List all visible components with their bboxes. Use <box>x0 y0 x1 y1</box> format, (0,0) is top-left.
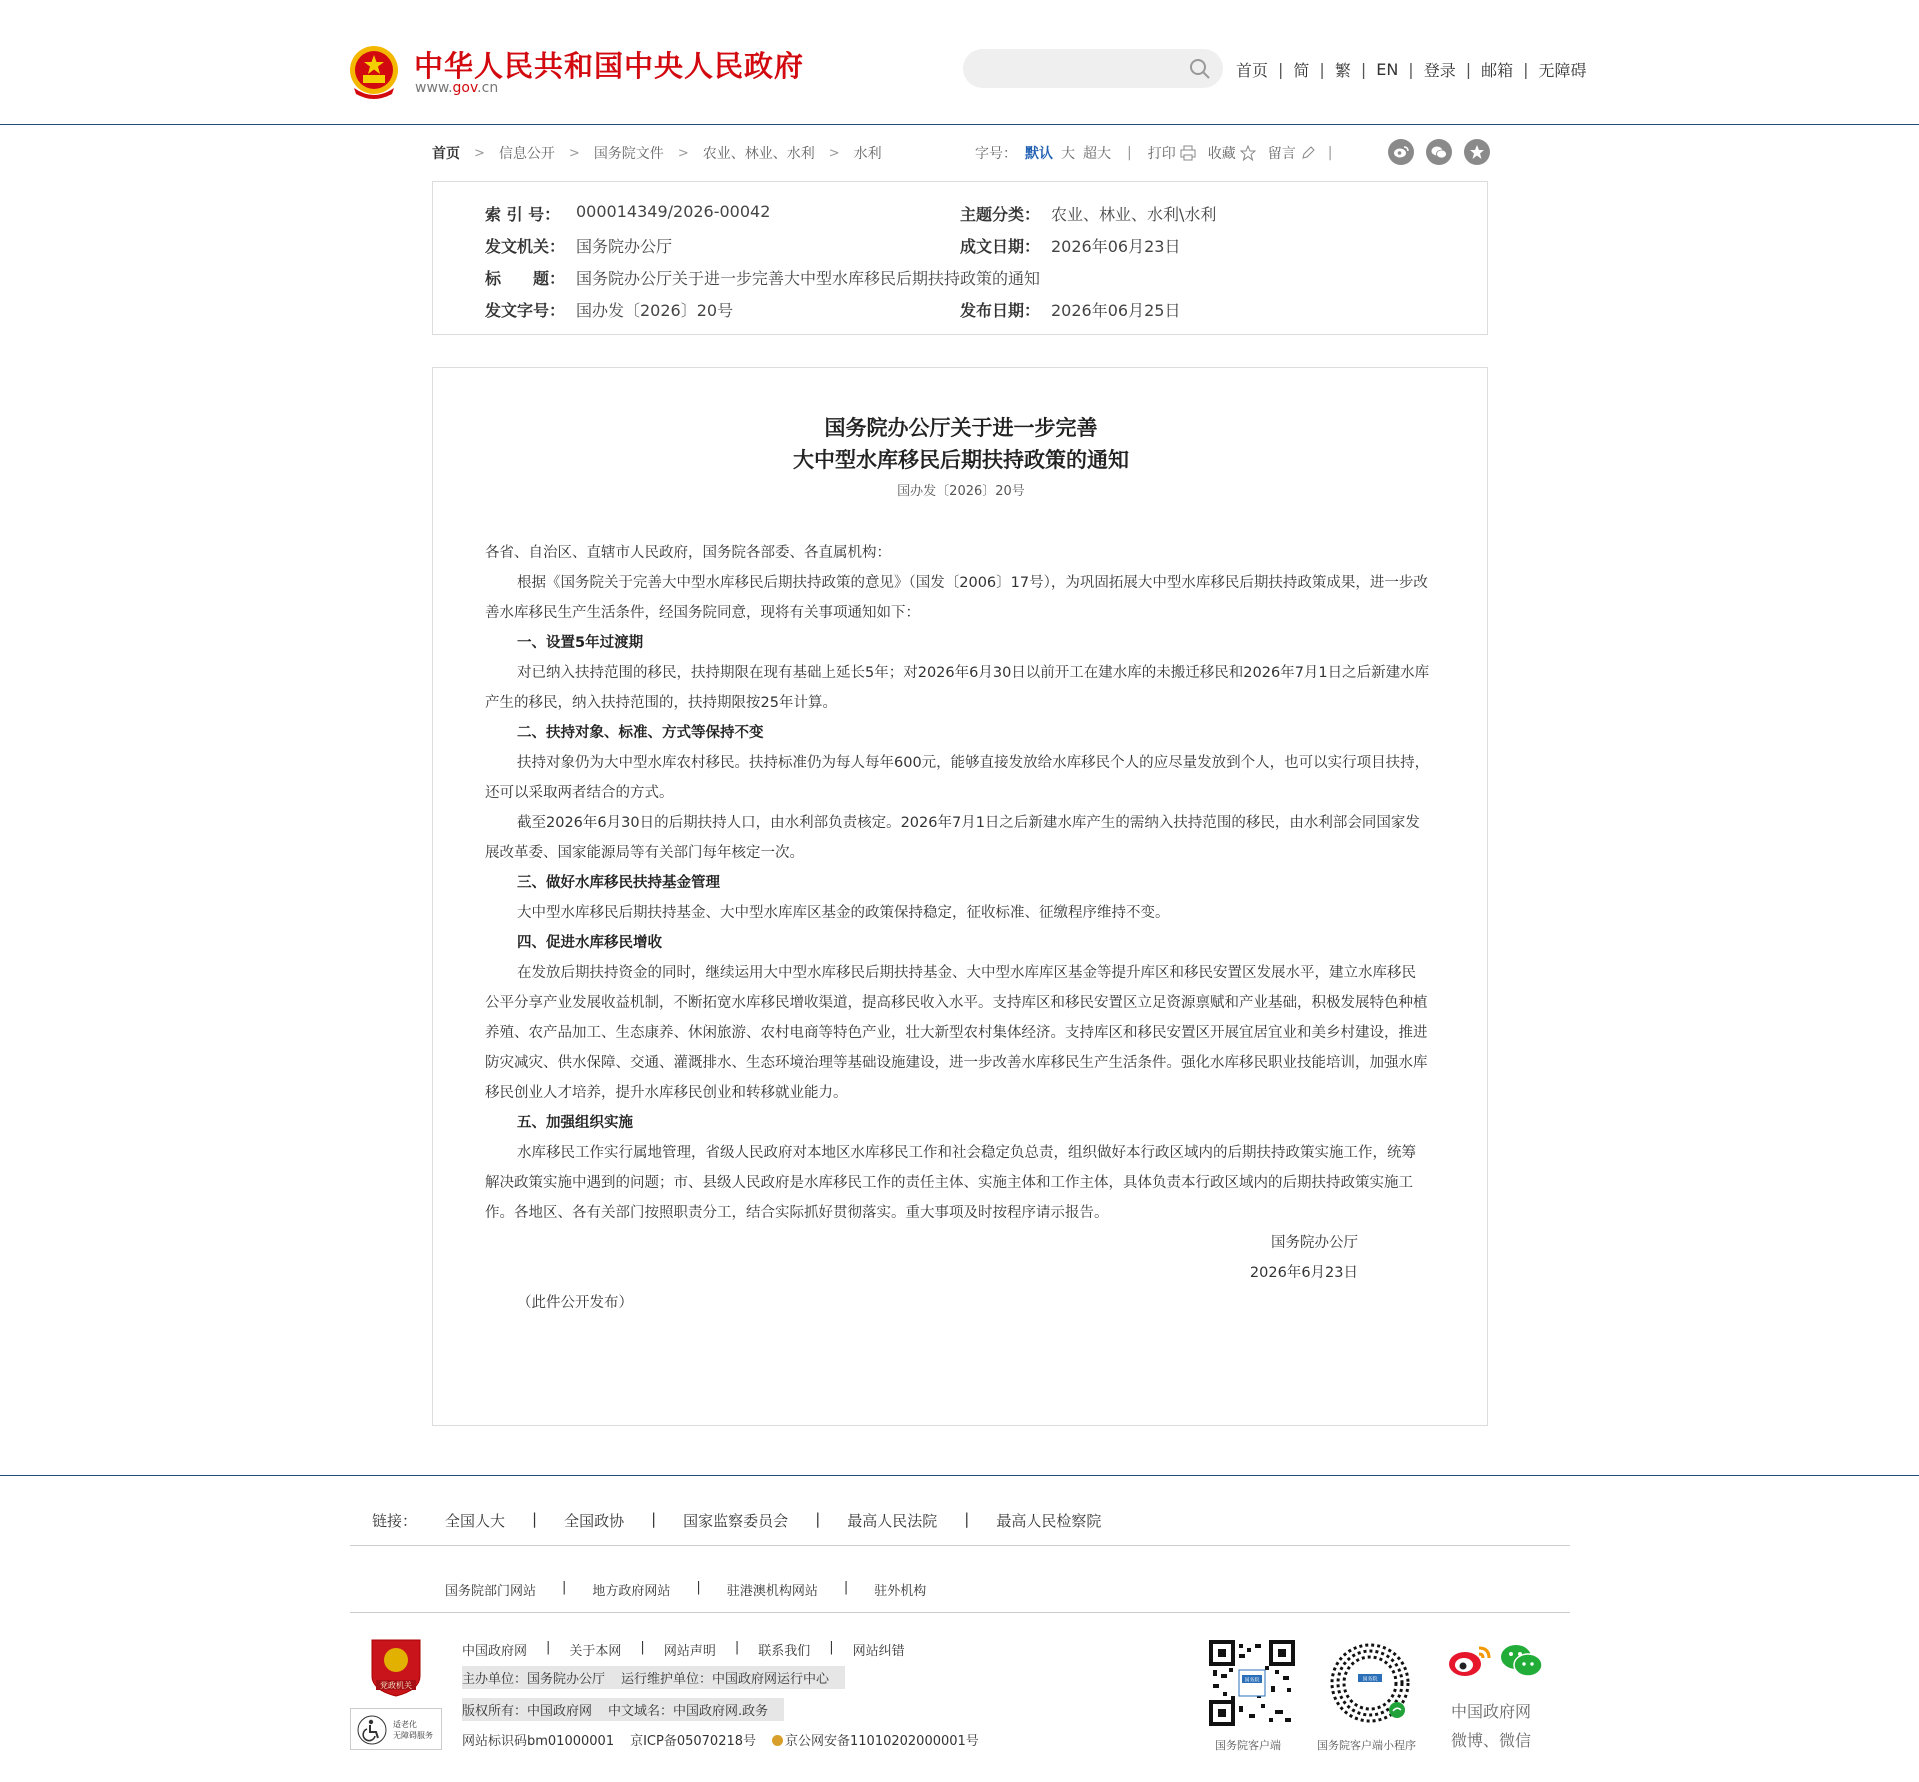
paragraph: 根据《国务院关于完善大中型水库移民后期扶持政策的意见》（国发〔2006〕17号），为巩固拓展大中型水库移民后期扶持政策成果，进一步改善水库移民生产生活条件，经国务院同意，现将有关事项通知如下： <box>485 575 1428 621</box>
section-heading: 四、促进水库移民增收 <box>517 935 662 951</box>
star-icon[interactable] <box>1240 145 1256 161</box>
link-npc[interactable]: 全国人大 <box>445 1512 506 1530</box>
link-about[interactable]: 关于本网 <box>569 1644 622 1659</box>
party-gov-badge-icon[interactable] <box>368 1636 424 1698</box>
paragraph: 对已纳入扶持范围的移民，扶持期限在现有基础上延长5年；对2026年6月30日以前开工在建水库的未搬迁移民和2026年7月1日之后新建水库产生的移民，纳入扶持范围的，扶持期限按25年计算。 <box>485 665 1430 711</box>
registration-info: 网站标识码bm01000001 京ICP备05070218号 京公网安备11010202000001号 <box>462 1734 979 1749</box>
national-emblem-icon[interactable] <box>348 44 400 100</box>
nav-login[interactable]: 登录 <box>1423 61 1456 80</box>
qr-code-app <box>1209 1640 1295 1726</box>
accessibility-badge[interactable]: 适老化 无障碍服务 <box>350 1708 442 1750</box>
link-overseas[interactable]: 驻外机构 <box>874 1584 927 1599</box>
doc-no-label: 发文字号： <box>485 301 566 320</box>
breadcrumb-info-open[interactable]: 信息公开 <box>498 146 555 162</box>
comment-button[interactable]: 留言 <box>1267 146 1296 162</box>
breadcrumb-agriculture[interactable]: 农业、林业、水利 <box>702 146 815 162</box>
social-caption-2: 微博、微信 <box>1451 1731 1532 1750</box>
chevron-right-icon: > <box>677 145 689 161</box>
signature-org: 国务院办公厅 <box>1271 1235 1358 1251</box>
article-toolbar: 字号： 默认 大 超大 | 打印 收藏 留言 | <box>975 145 1333 162</box>
publish-date-value: 2026年06月25日 <box>1051 301 1181 320</box>
footer-site-links: 国务院部门网站 | 地方政府网站 | 驻港澳机构网站 | 驻外机构 <box>445 1580 927 1599</box>
favorite-button[interactable]: 收藏 <box>1207 146 1236 162</box>
qr-caption-miniprogram: 国务院客户端小程序 <box>1317 1739 1416 1752</box>
nav-traditional[interactable]: 繁 <box>1334 61 1351 80</box>
link-contact[interactable]: 联系我们 <box>758 1644 811 1659</box>
paragraph: 截至2026年6月30日的后期扶持人口，由水利部负责核定。2026年7月1日之后新建水库产生的需纳入扶持范围的移民，由水利部会同国家发展改革委、国家能源局等有关部门每年核定一次。 <box>485 815 1420 861</box>
divider <box>350 1612 1570 1613</box>
link-cppcc[interactable]: 全国政协 <box>564 1512 625 1530</box>
qr-code-miniprogram <box>1327 1640 1413 1726</box>
link-statement[interactable]: 网站声明 <box>663 1644 716 1659</box>
link-gov-site[interactable]: 中国政府网 <box>462 1644 528 1659</box>
section-heading: 三、做好水库移民扶持基金管理 <box>517 875 720 891</box>
nav-mail[interactable]: 邮箱 <box>1481 61 1514 80</box>
wechat-icon[interactable] <box>1500 1642 1544 1678</box>
section-heading: 一、设置5年过渡期 <box>517 635 644 651</box>
copyright-info: 版权所有：中国政府网 中文域名：中国政府网.政务 <box>462 1698 784 1721</box>
divider <box>350 1545 1570 1546</box>
favorite-share-icon[interactable] <box>1464 139 1490 165</box>
qr-caption-app: 国务院客户端 <box>1215 1739 1281 1752</box>
wechat-share-icon[interactable] <box>1426 139 1452 165</box>
weibo-share-icon[interactable] <box>1388 139 1414 165</box>
paragraph: 扶持对象仍为大中型水库农村移民。扶持标准仍为每人每年600元，能够直接发放给水库移民个人的应尽量发放到个人，也可以实行项目扶持，还可以采取两者结合的方式。 <box>485 755 1430 801</box>
link-ncs[interactable]: 国家监察委员会 <box>683 1512 789 1530</box>
breadcrumb-water[interactable]: 水利 <box>853 146 882 162</box>
breadcrumb <box>432 143 882 163</box>
paragraph: 水库移民工作实行属地管理，省级人民政府对本地区水库移民工作和社会稳定负总责，组织做好本行政区域内的后期扶持政策实施工作，统筹解决政策实施中遇到的问题；市、县级人民政府是水库移民工作的责任主体、实施主体和工作主体，具体负责本行政区域内的后期扶持政策实施工作。各地区、各有关部门按照职责分工，结合实际抓好贯彻落实。重大事项及时按程序请示报告。 <box>485 1145 1416 1221</box>
wheelchair-icon <box>357 1715 387 1745</box>
font-size-xlarge[interactable]: 超大 <box>1083 146 1111 162</box>
nav-accessibility[interactable]: 无障碍 <box>1538 61 1587 80</box>
font-size-large[interactable]: 大 <box>1061 146 1075 162</box>
issuer-value: 国务院办公厅 <box>576 237 673 256</box>
article-title-line1: 国务院办公厅关于进一步完善 <box>824 416 1098 440</box>
search-input[interactable] <box>963 49 1223 88</box>
signature-date: 2026年6月23日 <box>1249 1265 1358 1281</box>
weibo-icon[interactable] <box>1447 1642 1491 1678</box>
doc-no-value: 国办发〔2026〕20号 <box>576 301 734 320</box>
search-icon[interactable] <box>1189 58 1211 80</box>
salutation: 各省、自治区、直辖市人民政府，国务院各部委、各直属机构： <box>485 545 891 561</box>
written-date-value: 2026年06月23日 <box>1051 237 1181 256</box>
site-header <box>0 0 1919 125</box>
footer-links: 链接： 全国人大 | 全国政协 | 国家监察委员会 | 最高人民法院 | 最高人民检察院 <box>372 1510 1102 1530</box>
topic-value: 农业、林业、水利\水利 <box>1051 205 1217 224</box>
topic-label: 主题分类： <box>960 205 1041 224</box>
written-date-label: 成文日期： <box>960 237 1041 256</box>
index-no-label: 索 引 号： <box>485 205 561 224</box>
index-no-value: 000014349/2026-00042 <box>576 202 771 221</box>
site-title[interactable]: 中华人民共和国中央人民政府 <box>414 49 805 83</box>
section-heading: 二、扶持对象、标准、方式等保持不变 <box>517 725 764 741</box>
police-link[interactable]: 京公网安备11010202000001号 <box>785 1734 979 1749</box>
nav-home[interactable]: 首页 <box>1236 61 1269 80</box>
link-local-gov[interactable]: 地方政府网站 <box>592 1584 671 1599</box>
link-hk-macao[interactable]: 驻港澳机构网站 <box>726 1584 818 1599</box>
article-content <box>485 538 1430 1318</box>
title-value: 国务院办公厅关于进一步完善大中型水库移民后期扶持政策的通知 <box>576 269 1041 288</box>
font-size-default[interactable]: 默认 <box>1025 146 1053 162</box>
font-size-label: 字号： <box>975 146 1017 162</box>
footer-links-label: 链接： <box>372 1512 418 1530</box>
link-departments[interactable]: 国务院部门网站 <box>445 1584 537 1599</box>
publish-date-label: 发布日期： <box>960 301 1041 320</box>
chevron-right-icon: > <box>474 145 485 161</box>
icp-link[interactable]: 京ICP备05070218号 <box>630 1734 757 1749</box>
host-info: 主办单位：国务院办公厅 运行维护单位：中国政府网运行中心 <box>462 1666 845 1689</box>
social-caption-1: 中国政府网 <box>1451 1702 1532 1721</box>
publication-note: （此件公开发布） <box>517 1295 633 1311</box>
svg-text:国务院: 国务院 <box>1362 1676 1378 1683</box>
breadcrumb-state-council-docs[interactable]: 国务院文件 <box>593 146 664 162</box>
svg-text:党政机关: 党政机关 <box>380 1681 412 1690</box>
pencil-icon[interactable] <box>1300 145 1316 161</box>
print-button[interactable]: 打印 <box>1147 146 1176 162</box>
top-nav: 首页 | 简 | 繁 | EN | 登录 | 邮箱 | 无障碍 <box>1236 60 1587 80</box>
article-title-line2: 大中型水库移民后期扶持政策的通知 <box>793 448 1129 472</box>
chevron-right-icon: > <box>828 145 840 161</box>
svg-text:国务院: 国务院 <box>1244 1677 1260 1684</box>
breadcrumb-home[interactable]: 首页 <box>432 146 460 162</box>
section-heading: 五、加强组织实施 <box>517 1115 633 1131</box>
link-procuratorate[interactable]: 最高人民检察院 <box>996 1512 1102 1530</box>
paragraph: 大中型水库移民后期扶持基金、大中型水库库区基金的政策保持稳定，征收标准、征缴程序维持不变。 <box>517 905 1170 921</box>
footer-divider <box>0 1475 1919 1476</box>
issuer-label: 发文机关： <box>485 237 566 256</box>
link-court[interactable]: 最高人民法院 <box>847 1512 938 1530</box>
site-url: www.gov.cn <box>415 80 499 96</box>
article-body <box>432 367 1488 1426</box>
chevron-right-icon: > <box>568 145 580 161</box>
document-metadata <box>432 181 1488 335</box>
title-label: 标 题： <box>485 269 566 288</box>
link-report-error[interactable]: 网站纠错 <box>852 1644 905 1659</box>
police-icon <box>772 1735 783 1746</box>
footer-bottom-links: 中国政府网 | 关于本网 | 网站声明 | 联系我们 | 网站纠错 <box>462 1640 905 1659</box>
nav-english[interactable]: EN <box>1376 60 1399 79</box>
paragraph: 在发放后期扶持资金的同时，继续运用大中型水库移民后期扶持基金、大中型水库库区基金等提升库区和移民安置区发展水平，建立水库移民公平分享产业发展收益机制，不断拓宽水库移民增收渠道，提高移民收入水平。支持库区和移民安置区立足资源禀赋和产业基础，积极发展特色种植养殖、农产品加工、生态康养、休闲旅游、农村电商等特色产业，壮大新型农村集体经济。支持库区和移民安置区开展宜居宜业和美乡村建设，推进防灾减灾、供水保障、交通、灌溉排水、生态环境治理等基础设施建设，进一步改善水库移民生产生活条件。强化水库移民职业技能培训，加强水库移民创业人才培养，提升水库移民创业和转移就业能力。 <box>485 965 1428 1101</box>
printer-icon[interactable] <box>1180 145 1196 161</box>
nav-simplified[interactable]: 简 <box>1293 61 1310 80</box>
article-doc-no: 国办发〔2026〕20号 <box>897 484 1025 499</box>
